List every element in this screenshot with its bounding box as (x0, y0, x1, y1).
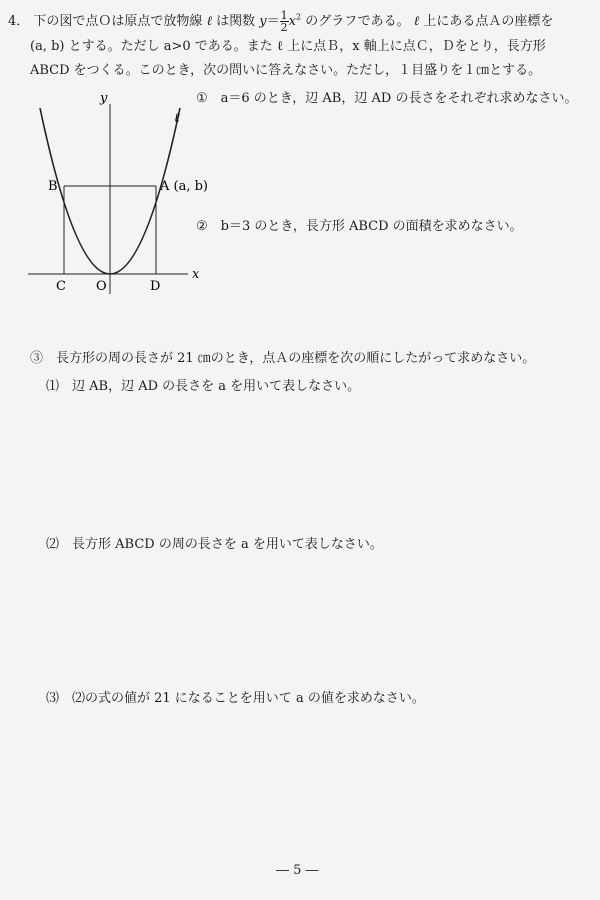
fraction-numerator: 1 (280, 9, 288, 22)
point-A-label: A (a, b) (160, 179, 208, 194)
parabola-graph (28, 86, 208, 296)
equals-sign: ＝ (266, 14, 280, 29)
intro-text-1a: 下の図で点Ｏは原点で放物線 (33, 14, 203, 29)
problem-statement-line3: ABCD をつくる。このとき，次の問いに答えなさい。ただし，１目盛りを１㎝とする。 (30, 63, 542, 78)
x-variable: x (288, 14, 297, 29)
y-variable: y (259, 14, 267, 29)
page-number: ― 5 ― (276, 863, 319, 878)
question-1: ① a＝6 のとき，辺 AB，辺 AD の長さをそれぞれ求めなさい。 (196, 91, 578, 106)
intro-text-1b: は関数 (216, 14, 256, 29)
point-B-label: B (48, 179, 58, 194)
ell-symbol-2: ℓ (413, 14, 420, 29)
question-3-part-1: ⑴ 辺 AB，辺 AD の長さを a を用いて表しなさい。 (46, 379, 361, 394)
question-3-part-3: ⑶ ⑵の式の値が 21 になることを用いて a の値を求めなさい。 (46, 691, 425, 706)
problem-statement-line2: (a, b) とする。ただし a>0 である。また ℓ 上に点Ｂ，x 軸上に点Ｃ，Ｄをとり，長方形 (30, 39, 546, 54)
y-axis-label: y (100, 91, 108, 106)
problem-number: 4． (8, 14, 30, 29)
question-3: ③ 長方形の周の長さが 21 ㎝のとき，点Ａの座標を次の順にしたがって求めなさい。 (30, 351, 536, 366)
fraction-one-half (280, 10, 289, 33)
intro-text-1c: のグラフである。 (305, 14, 410, 29)
ell-label: ℓ (174, 111, 180, 126)
point-C-label: C (56, 279, 66, 294)
ell-symbol: ℓ (206, 14, 212, 29)
x-axis-label: x (192, 267, 200, 282)
point-D-label: D (150, 279, 161, 294)
exponent: 2 (296, 12, 302, 22)
question-3-part-2: ⑵ 長方形 ABCD の周の長さを a を用いて表しなさい。 (46, 537, 383, 552)
intro-text-1d: 上にある点Ａの座標を (423, 14, 554, 29)
fraction-denominator: 2 (280, 21, 288, 34)
problem-statement-line1 (8, 10, 553, 33)
question-2: ② b＝3 のとき，長方形 ABCD の面積を求めなさい。 (196, 219, 523, 234)
point-O-label: O (96, 279, 107, 294)
